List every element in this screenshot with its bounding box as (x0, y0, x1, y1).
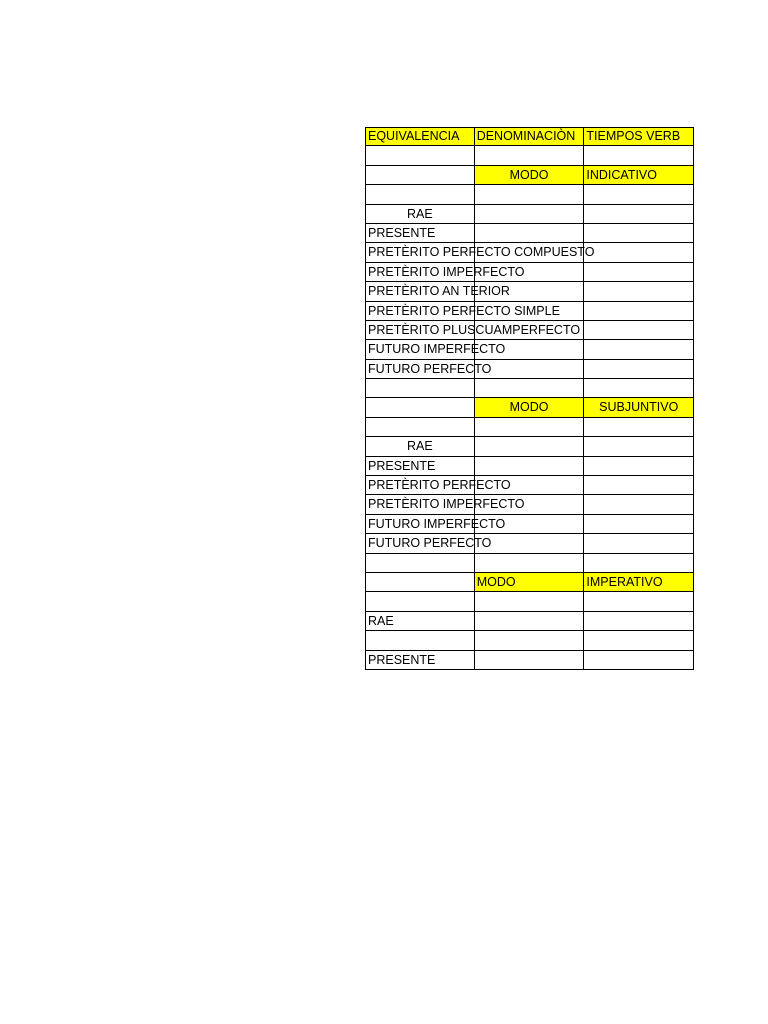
table-cell[interactable] (584, 379, 694, 398)
table-cell[interactable] (584, 360, 694, 379)
table-cell[interactable] (365, 146, 475, 165)
table-cell[interactable] (584, 651, 694, 670)
table-row-rae-indicativo (365, 205, 694, 224)
table-cell[interactable] (365, 379, 475, 398)
table-cell[interactable] (584, 418, 694, 437)
rae-cell-imperativo[interactable]: RAE (365, 612, 475, 631)
table-row (365, 263, 694, 282)
table-row-rae-subjuntivo (365, 437, 694, 456)
rae-cell-indicativo[interactable]: RAE (365, 205, 475, 224)
table-row (365, 340, 694, 359)
tense-cell[interactable]: PRETÈRITO IMPERFECTO (365, 263, 475, 282)
table-row (365, 282, 694, 301)
tense-cell[interactable]: PRESENTE (365, 224, 475, 243)
tense-cell[interactable]: FUTURO IMPERFECTO (365, 340, 475, 359)
table-row (365, 631, 694, 650)
table-row (365, 515, 694, 534)
table-cell[interactable] (365, 554, 475, 573)
table-cell[interactable] (475, 185, 585, 204)
tense-cell[interactable]: FUTURO PERFECTO (365, 360, 475, 379)
table-row-modo-subjuntivo (365, 398, 694, 417)
tense-cell[interactable]: PRESENTE (365, 457, 475, 476)
table-cell[interactable] (475, 631, 585, 650)
table-row (365, 476, 694, 495)
table-cell[interactable] (584, 515, 694, 534)
table-cell[interactable] (365, 166, 475, 185)
table-cell[interactable] (584, 146, 694, 165)
modo-cell-subjuntivo[interactable]: MODO (475, 398, 585, 417)
table-cell[interactable] (475, 554, 585, 573)
table-cell[interactable] (475, 437, 585, 456)
tense-cell[interactable]: PRETÈRITO IMPERFECTO (365, 495, 475, 514)
table-cell[interactable] (475, 612, 585, 631)
table-row (365, 534, 694, 553)
table-cell[interactable] (475, 224, 585, 243)
table-cell[interactable] (584, 243, 694, 262)
tense-cell[interactable]: PRETÈRITO PERFECTO COMPUESTO (365, 243, 475, 262)
table-cell[interactable] (475, 379, 585, 398)
tense-cell[interactable]: PRETÈRITO PERFECTO (365, 476, 475, 495)
header-cell-tiempos-verb[interactable]: TIEMPOS VERB (584, 127, 694, 146)
table-cell[interactable] (584, 495, 694, 514)
table-row (365, 321, 694, 340)
table-row-header (365, 127, 694, 146)
table-cell[interactable] (475, 418, 585, 437)
table-cell[interactable] (584, 185, 694, 204)
table-cell[interactable] (584, 437, 694, 456)
table-cell[interactable] (365, 398, 475, 417)
table-cell[interactable] (365, 592, 475, 611)
table-row (365, 651, 694, 670)
tense-cell[interactable]: PRESENTE (365, 651, 475, 670)
table-row-modo-indicativo (365, 166, 694, 185)
table-cell[interactable] (475, 146, 585, 165)
header-cell-denominacion[interactable]: DENOMINACIÒN (475, 127, 585, 146)
table-cell[interactable] (584, 476, 694, 495)
table-cell[interactable] (584, 631, 694, 650)
mood-name-subjuntivo[interactable]: SUBJUNTIVO (584, 398, 694, 417)
table-cell[interactable] (584, 263, 694, 282)
table-row (365, 592, 694, 611)
table-cell[interactable] (584, 340, 694, 359)
tense-cell[interactable]: PRETÈRITO PLUSCUAMPERFECTO (365, 321, 475, 340)
table-cell[interactable] (475, 592, 585, 611)
table-cell[interactable] (475, 457, 585, 476)
table-cell[interactable] (475, 534, 585, 553)
table-cell[interactable] (365, 573, 475, 592)
table-cell[interactable] (475, 651, 585, 670)
modo-cell-indicativo[interactable]: MODO (475, 166, 585, 185)
table-row (365, 495, 694, 514)
table-cell[interactable] (365, 185, 475, 204)
table-cell[interactable] (584, 612, 694, 631)
modo-cell-imperativo[interactable]: MODO (475, 573, 585, 592)
table-cell[interactable] (365, 631, 475, 650)
table-row (365, 418, 694, 437)
table-cell[interactable] (584, 554, 694, 573)
table-cell[interactable] (584, 282, 694, 301)
table-cell[interactable] (475, 360, 585, 379)
table-cell[interactable] (365, 418, 475, 437)
tense-cell[interactable]: FUTURO IMPERFECTO (365, 515, 475, 534)
table-row (365, 457, 694, 476)
table-cell[interactable] (584, 534, 694, 553)
rae-cell-subjuntivo[interactable]: RAE (365, 437, 475, 456)
table-cell[interactable] (475, 205, 585, 224)
table-cell[interactable] (584, 224, 694, 243)
tense-cell[interactable]: FUTURO PERFECTO (365, 534, 475, 553)
table-cell[interactable] (584, 321, 694, 340)
table-cell[interactable] (584, 205, 694, 224)
table-row (365, 554, 694, 573)
mood-name-imperativo[interactable]: IMPERATIVO (584, 573, 694, 592)
table-row (365, 379, 694, 398)
header-cell-equivalencia[interactable]: EQUIVALENCIA (365, 127, 475, 146)
table-row (365, 243, 694, 262)
verb-tenses-table (365, 127, 694, 670)
table-row (365, 224, 694, 243)
table-row (365, 185, 694, 204)
tense-cell[interactable]: PRETÈRITO AN TERIOR (365, 282, 475, 301)
table-cell[interactable] (584, 457, 694, 476)
table-row-modo-imperativo (365, 573, 694, 592)
table-cell[interactable] (584, 592, 694, 611)
table-row-rae-imperativo (365, 612, 694, 631)
table-row (365, 146, 694, 165)
tense-cell[interactable]: PRETÈRITO PERFECTO SIMPLE (365, 302, 475, 321)
mood-name-indicativo[interactable]: INDICATIVO (584, 166, 694, 185)
table-cell[interactable] (584, 302, 694, 321)
table-row (365, 302, 694, 321)
table-row (365, 360, 694, 379)
